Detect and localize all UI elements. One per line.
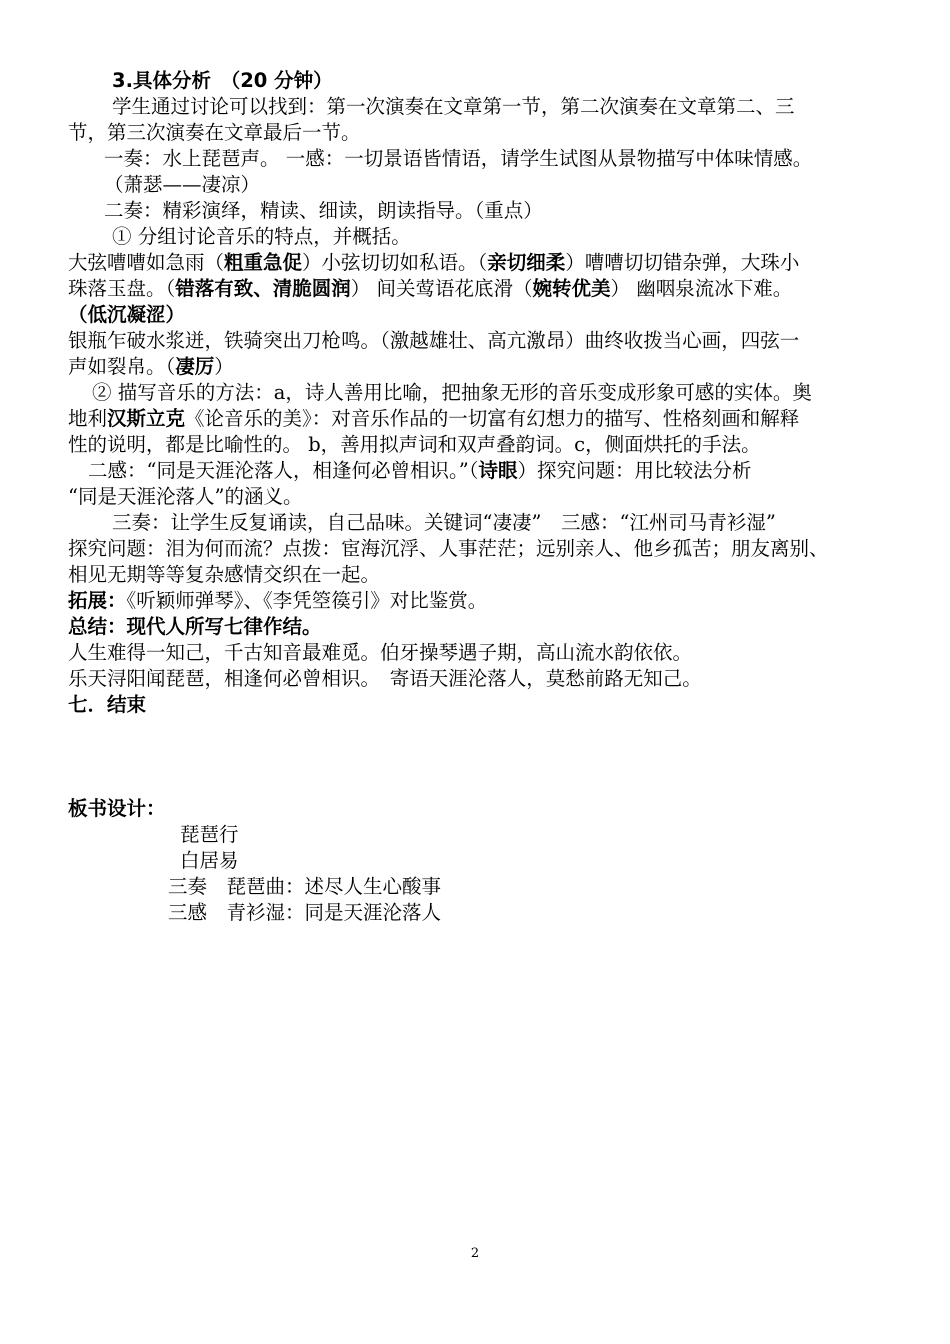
text-run: ）探究问题：用比较法分析 [517, 459, 752, 482]
text-run: 声如裂帛。（ [68, 355, 176, 378]
board-line: 三奏 琵琶曲：述尽人生心酸事 [168, 875, 442, 898]
board-line: 白居易 [180, 849, 239, 872]
paragraph-line: 节，第三次演奏在文章最后一节。 [68, 121, 361, 144]
paragraph-line [68, 588, 884, 614]
document-body [68, 68, 884, 926]
text-run: 珠落玉盘。（ [68, 277, 176, 300]
paragraph-line [68, 354, 884, 380]
bold-keyword: 诗眼 [478, 459, 518, 482]
bold-keyword: 凄厉 [175, 355, 215, 378]
text-run: 《听颖师弹琴》、《李凭箜篌引》对比鉴赏。 [126, 589, 488, 612]
paragraph-line [68, 406, 884, 432]
paragraph-line: 三奏：让学生反复诵读，自己品味。关键词“凄凄” 三感：“江州司马青衫湿” [112, 511, 776, 534]
page-number: 2 [470, 1246, 480, 1261]
text-run: ）嘈嘈切切错杂弹，大珠小 [565, 251, 800, 274]
paragraph-line: 学生通过讨论可以找到：第一次演奏在文章第一节，第二次演奏在文章第二、三 [112, 95, 795, 118]
text-run: ） 幽咽泉流冰下难。 [610, 277, 793, 300]
poem-line: 人生难得一知己，千古知音最难觅。伯牙操琴遇子期，高山流水韵依依。 [68, 641, 693, 664]
paragraph-line: 性的说明，都是比喻性的。 b，善用拟声词和双声叠韵词。c，侧面烘托的手法。 [68, 433, 761, 456]
extension-label: 拓展： [68, 589, 127, 612]
paragraph-line [68, 458, 884, 484]
board-title: 板书设计： [68, 797, 166, 820]
text-run: ）小弦切切如私语。（ [302, 251, 488, 274]
text-run: ） 间关莺语花底滑（ [350, 277, 533, 300]
paragraph-line: ① 分组讨论音乐的特点，并概括。 [112, 225, 411, 248]
bold-keyword: 错落有致、清脆圆润 [175, 277, 351, 300]
text-run: ） [214, 355, 234, 378]
bold-keyword: 亲切细柔 [487, 251, 566, 274]
paragraph-line: 探究问题：泪为何而流？点拨：宦海沉浮、人事茫茫；远别亲人、他乡孤苦；朋友离别、 [68, 537, 829, 560]
paragraph-line [68, 276, 884, 302]
text-run: 二感：“同是天涯沦落人，相逢何必曾相识。”（ [88, 459, 479, 482]
summary-heading: 总结：现代人所写七律作结。 [68, 615, 322, 638]
board-line: 三感 青衫湿：同是天涯沦落人 [168, 901, 442, 924]
board-design [68, 718, 884, 926]
paragraph-line: ② 描写音乐的方法：a，诗人善用比喻，把抽象无形的音乐变成形象可感的实体。奥 [92, 381, 812, 404]
board-line: 琵琶行 [180, 823, 239, 846]
ending-heading: 七．结束 [68, 693, 147, 716]
bold-keyword: （低沉凝涩） [68, 303, 186, 326]
paragraph-line: 二奏：精彩演绎，精读、细读，朗读指导。（重点） [104, 199, 543, 222]
paragraph-line: （萧瑟——凄凉） [104, 173, 261, 196]
text-run: 地利 [68, 407, 108, 430]
paragraph-line: 一奏：水上琵琶声。 一感：一切景语皆情语，请学生试图从景物描写中体味情感。 [104, 147, 813, 170]
paragraph-line: 银瓶乍破水浆迸，铁骑突出刀枪鸣。（激越雄壮、高亢激昂）曲终收拨当心画，四弦一 [68, 329, 800, 352]
text-run: 《论音乐的美》：对音乐作品的一切富有幻想力的描写、性格刻画和解释 [185, 407, 800, 430]
bold-keyword: 粗重急促 [224, 251, 303, 274]
paragraph-line: 相见无期等等复杂感情交织在一起。 [68, 563, 381, 586]
poem-line: 乐天浔阳闻琵琶，相逢何必曾相识。 寄语天涯沦落人，莫愁前路无知己。 [68, 667, 702, 690]
bold-keyword: 婉转优美 [532, 277, 611, 300]
paragraph-line [68, 250, 884, 276]
paragraph-line: “同是天涯沦落人”的涵义。 [68, 485, 303, 508]
bold-keyword: 汉斯立克 [107, 407, 186, 430]
section-heading: 3.具体分析 （20 分钟） [112, 69, 333, 92]
text-run: 大弦嘈嘈如急雨（ [68, 251, 225, 274]
